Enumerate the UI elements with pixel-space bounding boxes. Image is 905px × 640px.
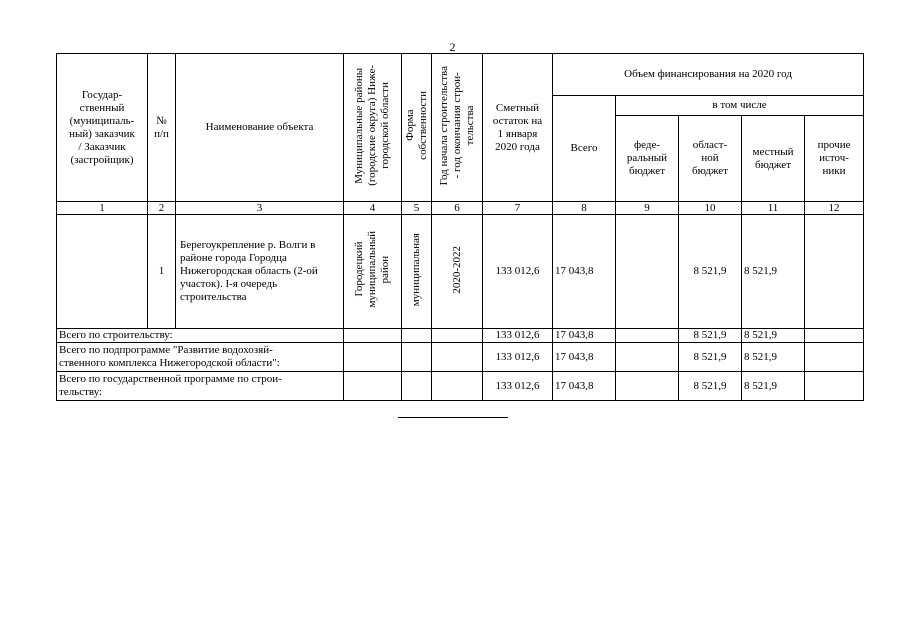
page-number: 2: [449, 40, 456, 54]
total-balance: 133 012,6: [483, 343, 553, 372]
end-of-document-rule: [398, 417, 508, 418]
header-num: № п/п: [148, 54, 176, 202]
header-other: прочие источ- ники: [805, 116, 864, 202]
cell-district: [344, 215, 402, 329]
total-balance: 133 012,6: [483, 372, 553, 401]
header-including: в том числе: [616, 96, 864, 116]
total-regional: 8 521,9: [679, 343, 742, 372]
header-row-1: [57, 54, 864, 96]
column-number: 1: [57, 202, 148, 215]
total-label: Всего по подпрограмме "Развитие водохозяй- ственного комплекса Нижегородской области":: [57, 343, 344, 372]
total-empty: [344, 329, 402, 343]
total-other: [805, 343, 864, 372]
header-years: [432, 54, 483, 202]
column-number: 6: [432, 202, 483, 215]
total-total: 17 043,8: [553, 329, 616, 343]
cell-balance: 133 012,6: [483, 215, 553, 329]
column-number: 2: [148, 202, 176, 215]
cell-object-name: Берегоукрепление р. Волги в районе города Городца Нижегородская область (2-ой участок). I-я очередь строительства: [176, 215, 344, 329]
total-empty: [402, 372, 432, 401]
total-total: 17 043,8: [553, 372, 616, 401]
total-other: [805, 372, 864, 401]
header-funding-title: Объем финансирования на 2020 год: [553, 54, 864, 96]
header-districts: [344, 54, 402, 202]
header-total: Всего: [553, 96, 616, 202]
total-label: Всего по государственной программе по строи- тельству:: [57, 372, 344, 401]
total-total: 17 043,8: [553, 343, 616, 372]
header-object-name: Наименование объекта: [176, 54, 344, 202]
column-number: 12: [805, 202, 864, 215]
column-number: 7: [483, 202, 553, 215]
header-years-text: Год начала строительства - год окончания строи- тельства: [437, 65, 476, 186]
total-empty: [402, 343, 432, 372]
cell-regional: 8 521,9: [679, 215, 742, 329]
total-empty: [344, 372, 402, 401]
cell-customer: [57, 215, 148, 329]
total-local: 8 521,9: [742, 329, 805, 343]
total-row-program: [57, 372, 864, 401]
total-empty: [432, 343, 483, 372]
header-balance: Сметный остаток на 1 января 2020 года: [483, 54, 553, 202]
cell-total: 17 043,8: [553, 215, 616, 329]
column-number: 4: [344, 202, 402, 215]
column-number-row: [57, 202, 864, 215]
header-districts-text: Муниципальные районы (городские округа) Ниже- городской области: [353, 65, 391, 186]
total-empty: [344, 343, 402, 372]
total-empty: [402, 329, 432, 343]
column-number: 9: [616, 202, 679, 215]
cell-years: [432, 215, 483, 329]
total-row-construction: [57, 329, 864, 343]
column-number: 8: [553, 202, 616, 215]
column-number: 3: [176, 202, 344, 215]
cell-num: 1: [148, 215, 176, 329]
cell-ownership: [402, 215, 432, 329]
total-federal: [616, 372, 679, 401]
total-balance: 133 012,6: [483, 329, 553, 343]
cell-federal: [616, 215, 679, 329]
table-row: [57, 215, 864, 329]
cell-district-text: Городецкий муниципальный район: [353, 231, 391, 308]
cell-ownership-text: муниципальная: [410, 232, 422, 307]
cell-years-text: 2020-2022: [450, 245, 463, 294]
total-row-subprogram: [57, 343, 864, 372]
financing-table: [56, 53, 864, 401]
total-regional: 8 521,9: [679, 372, 742, 401]
cell-other: [805, 215, 864, 329]
header-federal: феде- ральный бюджет: [616, 116, 679, 202]
total-federal: [616, 329, 679, 343]
total-federal: [616, 343, 679, 372]
total-empty: [432, 329, 483, 343]
column-number: 10: [679, 202, 742, 215]
total-local: 8 521,9: [742, 372, 805, 401]
header-customer: Государ- ственный (муниципаль- ный) заказчик / Заказчик (застройщик): [57, 54, 148, 202]
header-regional: област- ной бюджет: [679, 116, 742, 202]
cell-local: 8 521,9: [742, 215, 805, 329]
total-regional: 8 521,9: [679, 329, 742, 343]
total-local: 8 521,9: [742, 343, 805, 372]
column-number: 5: [402, 202, 432, 215]
total-empty: [432, 372, 483, 401]
header-ownership-text: Форма собственности: [404, 91, 429, 160]
header-ownership: [402, 54, 432, 202]
total-other: [805, 329, 864, 343]
column-number: 11: [742, 202, 805, 215]
header-local: местный бюджет: [742, 116, 805, 202]
total-label: Всего по строительству:: [57, 329, 344, 343]
